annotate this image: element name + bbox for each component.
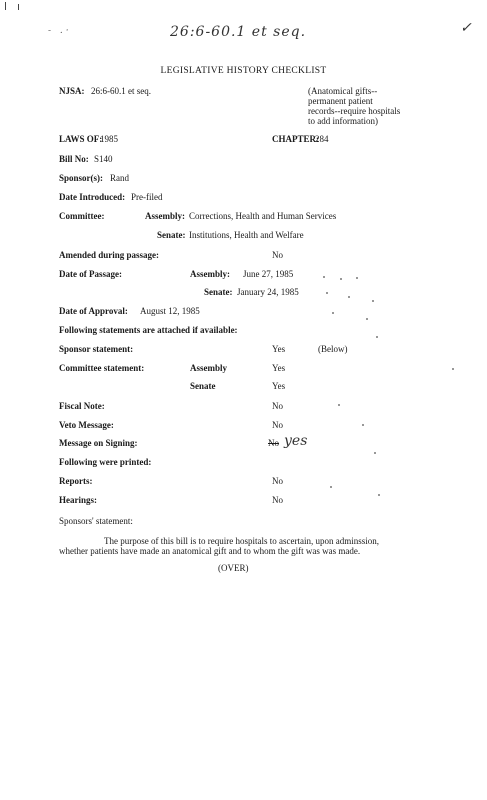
subject-note-line: records--require hospitals — [308, 106, 401, 116]
scan-noise — [332, 312, 334, 314]
committee-statement-assembly-value: Yes — [272, 363, 286, 373]
handwritten-header-note: 26:6-60.1 et seq. — [170, 24, 307, 40]
committee-statement-label: Committee statement: — [59, 363, 145, 373]
fiscal-note-value: No — [272, 401, 283, 411]
scan-noise — [348, 296, 350, 298]
sponsor-statement-value: Yes — [272, 344, 286, 354]
veto-message-label: Veto Message: — [59, 420, 114, 430]
subject-note-line: to add information) — [308, 116, 378, 126]
fiscal-note-label: Fiscal Note: — [59, 401, 105, 411]
scan-noise — [366, 318, 368, 320]
sponsor-statement-note: (Below) — [318, 344, 348, 354]
njsa-label: NJSA: — [59, 86, 85, 96]
chapter-label: CHAPTER: — [272, 134, 319, 144]
committee-assembly-value: Corrections, Health and Human Services — [189, 211, 337, 221]
amended-label: Amended during passage: — [59, 250, 160, 260]
hearings-value: No — [272, 495, 283, 505]
scan-noise — [374, 452, 376, 454]
chapter-value: 284 — [315, 134, 329, 144]
committee-assembly-label: Assembly: — [145, 211, 185, 221]
date-introduced-value: Pre-filed — [131, 192, 163, 202]
bill-no-value: S140 — [94, 154, 113, 164]
laws-of-label: LAWS OF: — [59, 134, 103, 144]
hearings-label: Hearings: — [59, 495, 97, 505]
scan-noise — [338, 404, 340, 406]
scan-noise — [362, 424, 364, 426]
committee-senate-label: Senate: — [157, 230, 186, 240]
amended-value: No — [272, 250, 283, 260]
scan-noise — [326, 292, 328, 294]
scan-mark — [18, 4, 19, 10]
following-attached-heading: Following statements are attached if available: — [59, 325, 238, 335]
over-note: (OVER) — [218, 563, 249, 573]
reports-label: Reports: — [59, 476, 93, 486]
handwritten-dashes: - .· — [48, 26, 72, 36]
handwritten-yes: yes — [284, 433, 308, 449]
committee-statement-senate-value: Yes — [272, 381, 286, 391]
scan-noise — [356, 277, 358, 279]
scan-noise — [330, 486, 332, 488]
date-of-approval-value: August 12, 1985 — [140, 306, 200, 316]
subject-note-line: permanent patient — [308, 96, 373, 106]
sponsors-value: Rand — [110, 173, 129, 183]
reports-value: No — [272, 476, 283, 486]
scan-mark — [5, 2, 6, 10]
passage-assembly-label: Assembly: — [190, 269, 230, 279]
sponsor-statement-label: Sponsor statement: — [59, 344, 134, 354]
check-mark-icon: ✓ — [460, 20, 472, 36]
subject-note-line: (Anatomical gifts-- — [308, 86, 378, 96]
scan-noise — [376, 336, 378, 338]
message-on-signing-label: Message on Signing: — [59, 438, 138, 448]
date-of-approval-label: Date of Approval: — [59, 306, 128, 316]
committee-label: Committee: — [59, 211, 105, 221]
scan-noise — [340, 278, 342, 280]
message-on-signing-value: No — [268, 438, 279, 448]
passage-assembly-value: June 27, 1985 — [243, 269, 294, 279]
passage-senate-value: January 24, 1985 — [237, 287, 299, 297]
bill-no-label: Bill No: — [59, 154, 89, 164]
sponsors-statement-heading: Sponsors' statement: — [59, 516, 133, 526]
following-printed-heading: Following were printed: — [59, 457, 152, 467]
date-of-passage-label: Date of Passage: — [59, 269, 122, 279]
statement-line: The purpose of this bill is to require hospitals to ascertain, upon adminssion, — [104, 536, 379, 546]
scan-noise — [323, 276, 325, 278]
committee-senate-value: Institutions, Health and Welfare — [189, 230, 304, 240]
scan-noise — [372, 300, 374, 302]
njsa-value: 26:6-60.1 et seq. — [91, 86, 151, 96]
committee-statement-senate-label: Senate — [190, 381, 216, 391]
statement-line: whether patients have made an anatomical gift and to whom the gift was was made. — [59, 546, 361, 556]
scan-noise — [452, 368, 454, 370]
laws-of-value: 1985 — [100, 134, 118, 144]
committee-statement-assembly-label: Assembly — [190, 363, 228, 373]
scan-noise — [378, 494, 380, 496]
page-title: LEGISLATIVE HISTORY CHECKLIST — [160, 66, 327, 76]
sponsors-label: Sponsor(s): — [59, 173, 104, 183]
subject-note — [308, 86, 400, 126]
date-introduced-label: Date Introduced: — [59, 192, 126, 202]
passage-senate-label: Senate: — [204, 287, 233, 297]
veto-message-value: No — [272, 420, 283, 430]
